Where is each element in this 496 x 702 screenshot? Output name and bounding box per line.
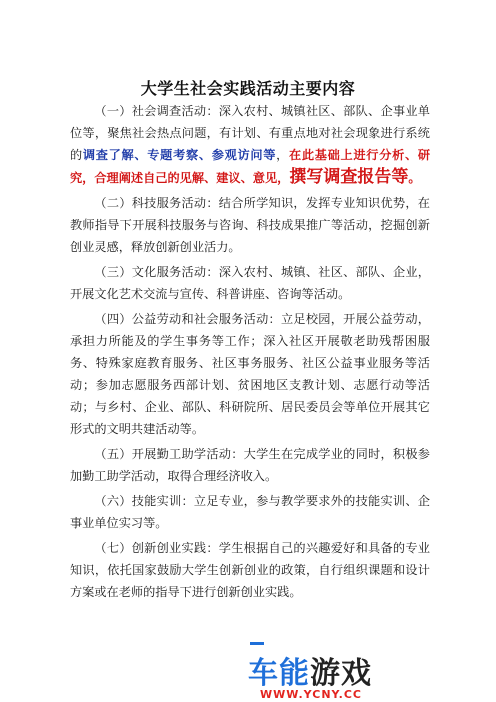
- document-title: 大学生社会实践活动主要内容: [140, 79, 356, 98]
- watermark-logo: [248, 648, 372, 692]
- para1-end: 。: [408, 171, 421, 185]
- para1-red-big-highlight: 撰写调查报告等: [289, 167, 409, 187]
- watermark-logo-dark: 游戏: [310, 656, 372, 691]
- paragraph-tech-service: （二）科技服务活动：结合所学知识，发挥专业知识优势，在教师指导下开展科技服务与咨询、科技成果推广等活动，挖掘创新创业灵感，释放创新创业活力。: [70, 196, 430, 254]
- paragraph-skill-training: （六）技能实训：立足专业，参与教学要求外的技能实训、企事业单位实习等。: [70, 494, 430, 530]
- para1-comma: ，: [276, 148, 290, 162]
- site-watermark: [240, 630, 496, 702]
- paragraph-work-study: （五）开展勤工助学活动：大学生在完成学业的同时，积极参加勤工助学活动，取得合理经济收入。: [70, 447, 430, 483]
- paragraph-culture-service: （三）文化服务活动：深入农村、城镇、社区、部队、企业，开展文化艺术交流与宣传、科普讲座、咨询等活动。: [70, 265, 430, 301]
- para1-blue-highlight: 调查了解、专题考察、参观访问等: [82, 148, 277, 162]
- paragraph-public-service: （四）公益劳动和社会服务活动：立足校园，开展公益劳动，承担力所能及的学生事务等工作；深入社区开展敬老助残帮困服务、特殊家庭教育服务、社区事务服务、社区公益事业服务等活动；参加志愿服务西部计划、贫困地区支教计划、志愿行动等活动；与乡村、企业、部队、科研院所、居民委员会等单位开展其它形式的文明共建活动等。: [70, 312, 430, 436]
- paragraph-social-survey: [70, 100, 430, 189]
- watermark-url: WWW.YCNY.CC: [260, 688, 363, 701]
- watermark-accent-bar: [250, 642, 264, 645]
- para1-red-highlight: 在此基础上进行分析、研究，合理阐述自己的见解、建议、意见，: [70, 148, 431, 185]
- document-body: [70, 100, 430, 606]
- watermark-logo-blue: 车能: [248, 656, 310, 691]
- para1-text: （一）社会调查活动：深入农村、城镇社区、部队、企事业单位等，聚焦社会热点问题，有计划、有重点地对社会现象进行系统的: [70, 104, 430, 162]
- paragraph-innovation: （七）创新创业实践：学生根据自己的兴趣爱好和具备的专业知识，依托国家鼓励大学生创新创业的政策，自行组织课题和设计方案或在老师的指导下进行创新创业实践。: [70, 541, 430, 599]
